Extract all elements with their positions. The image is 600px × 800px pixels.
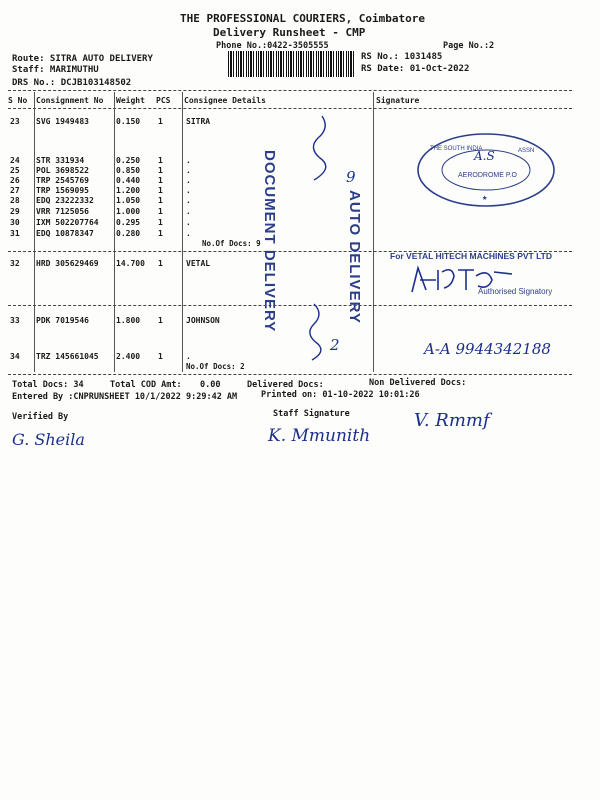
row-pcs: 1: [158, 316, 163, 325]
row-details: .: [186, 352, 191, 361]
row-sno: 34: [10, 352, 20, 361]
phone-number: Phone No.:0422-3505555: [216, 41, 329, 51]
staff-signature-label: Staff Signature: [273, 409, 350, 419]
handwritten-count: 9: [346, 168, 356, 186]
row-sno: 28: [10, 196, 20, 205]
col-consignee: Consignee Details: [184, 96, 266, 105]
drs-number: DRS No.: DCJB103148502: [12, 78, 132, 88]
handwritten-phone-note: A-A 9944342188: [424, 340, 551, 358]
table-top-rule: [8, 90, 572, 91]
row-sno: 26: [10, 176, 20, 185]
rs-date: RS Date: 01-Oct-2022: [361, 64, 470, 74]
row-sno: 25: [10, 166, 20, 175]
entered-by: Entered By :CNPRUNSHEET 10/1/2022 9:29:42 AM: [12, 392, 238, 402]
row-pcs: 1: [158, 117, 163, 126]
round-seal: [414, 130, 560, 210]
row-pcs: 1: [158, 166, 163, 175]
row-consignment: EDQ 23222332: [36, 196, 94, 205]
col-divider: [34, 92, 35, 372]
staff-signature: K. Mmunith: [268, 426, 371, 446]
row-pcs: 1: [158, 186, 163, 195]
row-pcs: 1: [158, 156, 163, 165]
route-label: Route: SITRA AUTO DELIVERY: [12, 54, 153, 64]
row-pcs: 1: [158, 259, 163, 268]
row-pcs: 1: [158, 352, 163, 361]
col-consignment: Consignment No: [36, 96, 104, 105]
handwritten-count: 2: [330, 336, 340, 354]
col-sno: S No: [8, 96, 28, 105]
row-consignment: TRZ 145661045: [36, 352, 99, 361]
col-signature: Signature: [376, 96, 420, 105]
col-weight: Weight: [116, 96, 145, 105]
authorised-signatory: Authorised Signatory: [478, 287, 553, 296]
row-details: .: [186, 196, 191, 205]
row-consignment: TRP 1569095: [36, 186, 89, 195]
row-consignment: VRR 7125056: [36, 207, 89, 216]
row-consignment: TRP 2545769: [36, 176, 89, 185]
auto-delivery-stamp: AUTO DELIVERY: [346, 190, 363, 324]
delivered-docs: Delivered Docs:: [247, 380, 324, 390]
row-weight: 0.295: [116, 218, 141, 227]
row-details: .: [186, 156, 191, 165]
row-consignment: STR 331934: [36, 156, 85, 165]
row-weight: 1.050: [116, 196, 141, 205]
col-divider: [114, 92, 115, 372]
row-weight: 0.150: [116, 117, 141, 126]
row-sno: 24: [10, 156, 20, 165]
row-pcs: 1: [158, 207, 163, 216]
row-sno: 29: [10, 207, 20, 216]
star-icon: ★: [482, 193, 488, 203]
seal-inner-text: AERODROME P.O: [458, 172, 517, 179]
row-sno: 23: [10, 117, 20, 126]
non-delivered-docs: Non Delivered Docs:: [369, 378, 467, 388]
row-sno: 27: [10, 186, 20, 195]
document-delivery-stamp: DOCUMENT DELIVERY: [261, 150, 278, 333]
row-pcs: 1: [158, 196, 163, 205]
group-doc-count: No.Of Docs: 9: [202, 239, 261, 248]
row-details: .: [186, 207, 191, 216]
row-details: .: [186, 166, 191, 175]
row-weight: 14.700: [116, 259, 145, 268]
right-signature: V. Rmmf: [414, 410, 490, 431]
row-details: .: [186, 176, 191, 185]
verified-by-label: Verified By: [12, 412, 69, 422]
row-consignment: HRD 305629469: [36, 259, 99, 268]
barcode: [228, 51, 356, 77]
col-pcs: PCS: [156, 96, 171, 105]
seal-text: THE SOUTH INDIA: [430, 146, 483, 152]
table-bottom-rule: [8, 374, 572, 375]
row-consignment: EDQ 10878347: [36, 229, 94, 238]
staff-label: Staff: MARIMUTHU: [12, 65, 99, 75]
vetal-signature: [408, 262, 518, 298]
row-weight: 0.280: [116, 229, 141, 238]
row-consignment: SVG 1949483: [36, 117, 89, 126]
total-cod-amount: 0.00: [200, 380, 221, 390]
row-weight: 0.440: [116, 176, 141, 185]
printed-on: Printed on: 01-10-2022 10:01:26: [261, 390, 420, 400]
row-details: .: [186, 218, 191, 227]
row-sno: 33: [10, 316, 20, 325]
vetal-company-stamp: For VETAL HITECH MACHINES PVT LTD: [390, 251, 552, 261]
row-sno: 30: [10, 218, 20, 227]
row-weight: 2.400: [116, 352, 141, 361]
row-weight: 1.800: [116, 316, 141, 325]
row-weight: 1.000: [116, 207, 141, 216]
row-details: .: [186, 229, 191, 238]
row-pcs: 1: [158, 218, 163, 227]
seal-text: ASSN: [518, 148, 535, 154]
row-weight: 0.250: [116, 156, 141, 165]
row-consignment: PDK 7019546: [36, 316, 89, 325]
group-doc-count: No.Of Docs: 2: [186, 362, 245, 371]
company-title: THE PROFESSIONAL COURIERS, Coimbatore: [180, 12, 426, 25]
row-details: SITRA: [186, 117, 211, 126]
row-consignment: POL 3698522: [36, 166, 89, 175]
row-pcs: 1: [158, 176, 163, 185]
bracket-marks: [300, 108, 380, 378]
runsheet-subtitle: Delivery Runsheet - CMP: [213, 26, 366, 39]
row-details: .: [186, 186, 191, 195]
rs-number: RS No.: 1031485: [361, 52, 443, 62]
row-weight: 1.200: [116, 186, 141, 195]
col-divider: [182, 92, 183, 372]
row-details: VETAL: [186, 259, 211, 268]
table-header-rule: [8, 108, 572, 109]
row-weight: 0.850: [116, 166, 141, 175]
seal-initials: A.S: [474, 149, 495, 163]
verified-signature: G. Sheila: [12, 430, 85, 449]
page-number: Page No.:2: [443, 41, 495, 51]
total-docs: Total Docs: 34: [12, 380, 84, 390]
row-details: JOHNSON: [186, 316, 220, 325]
total-cod-label: Total COD Amt:: [110, 380, 182, 390]
row-consignment: IXM 502207764: [36, 218, 99, 227]
row-sno: 31: [10, 229, 20, 238]
row-pcs: 1: [158, 229, 163, 238]
group-rule: [8, 305, 572, 306]
row-sno: 32: [10, 259, 20, 268]
